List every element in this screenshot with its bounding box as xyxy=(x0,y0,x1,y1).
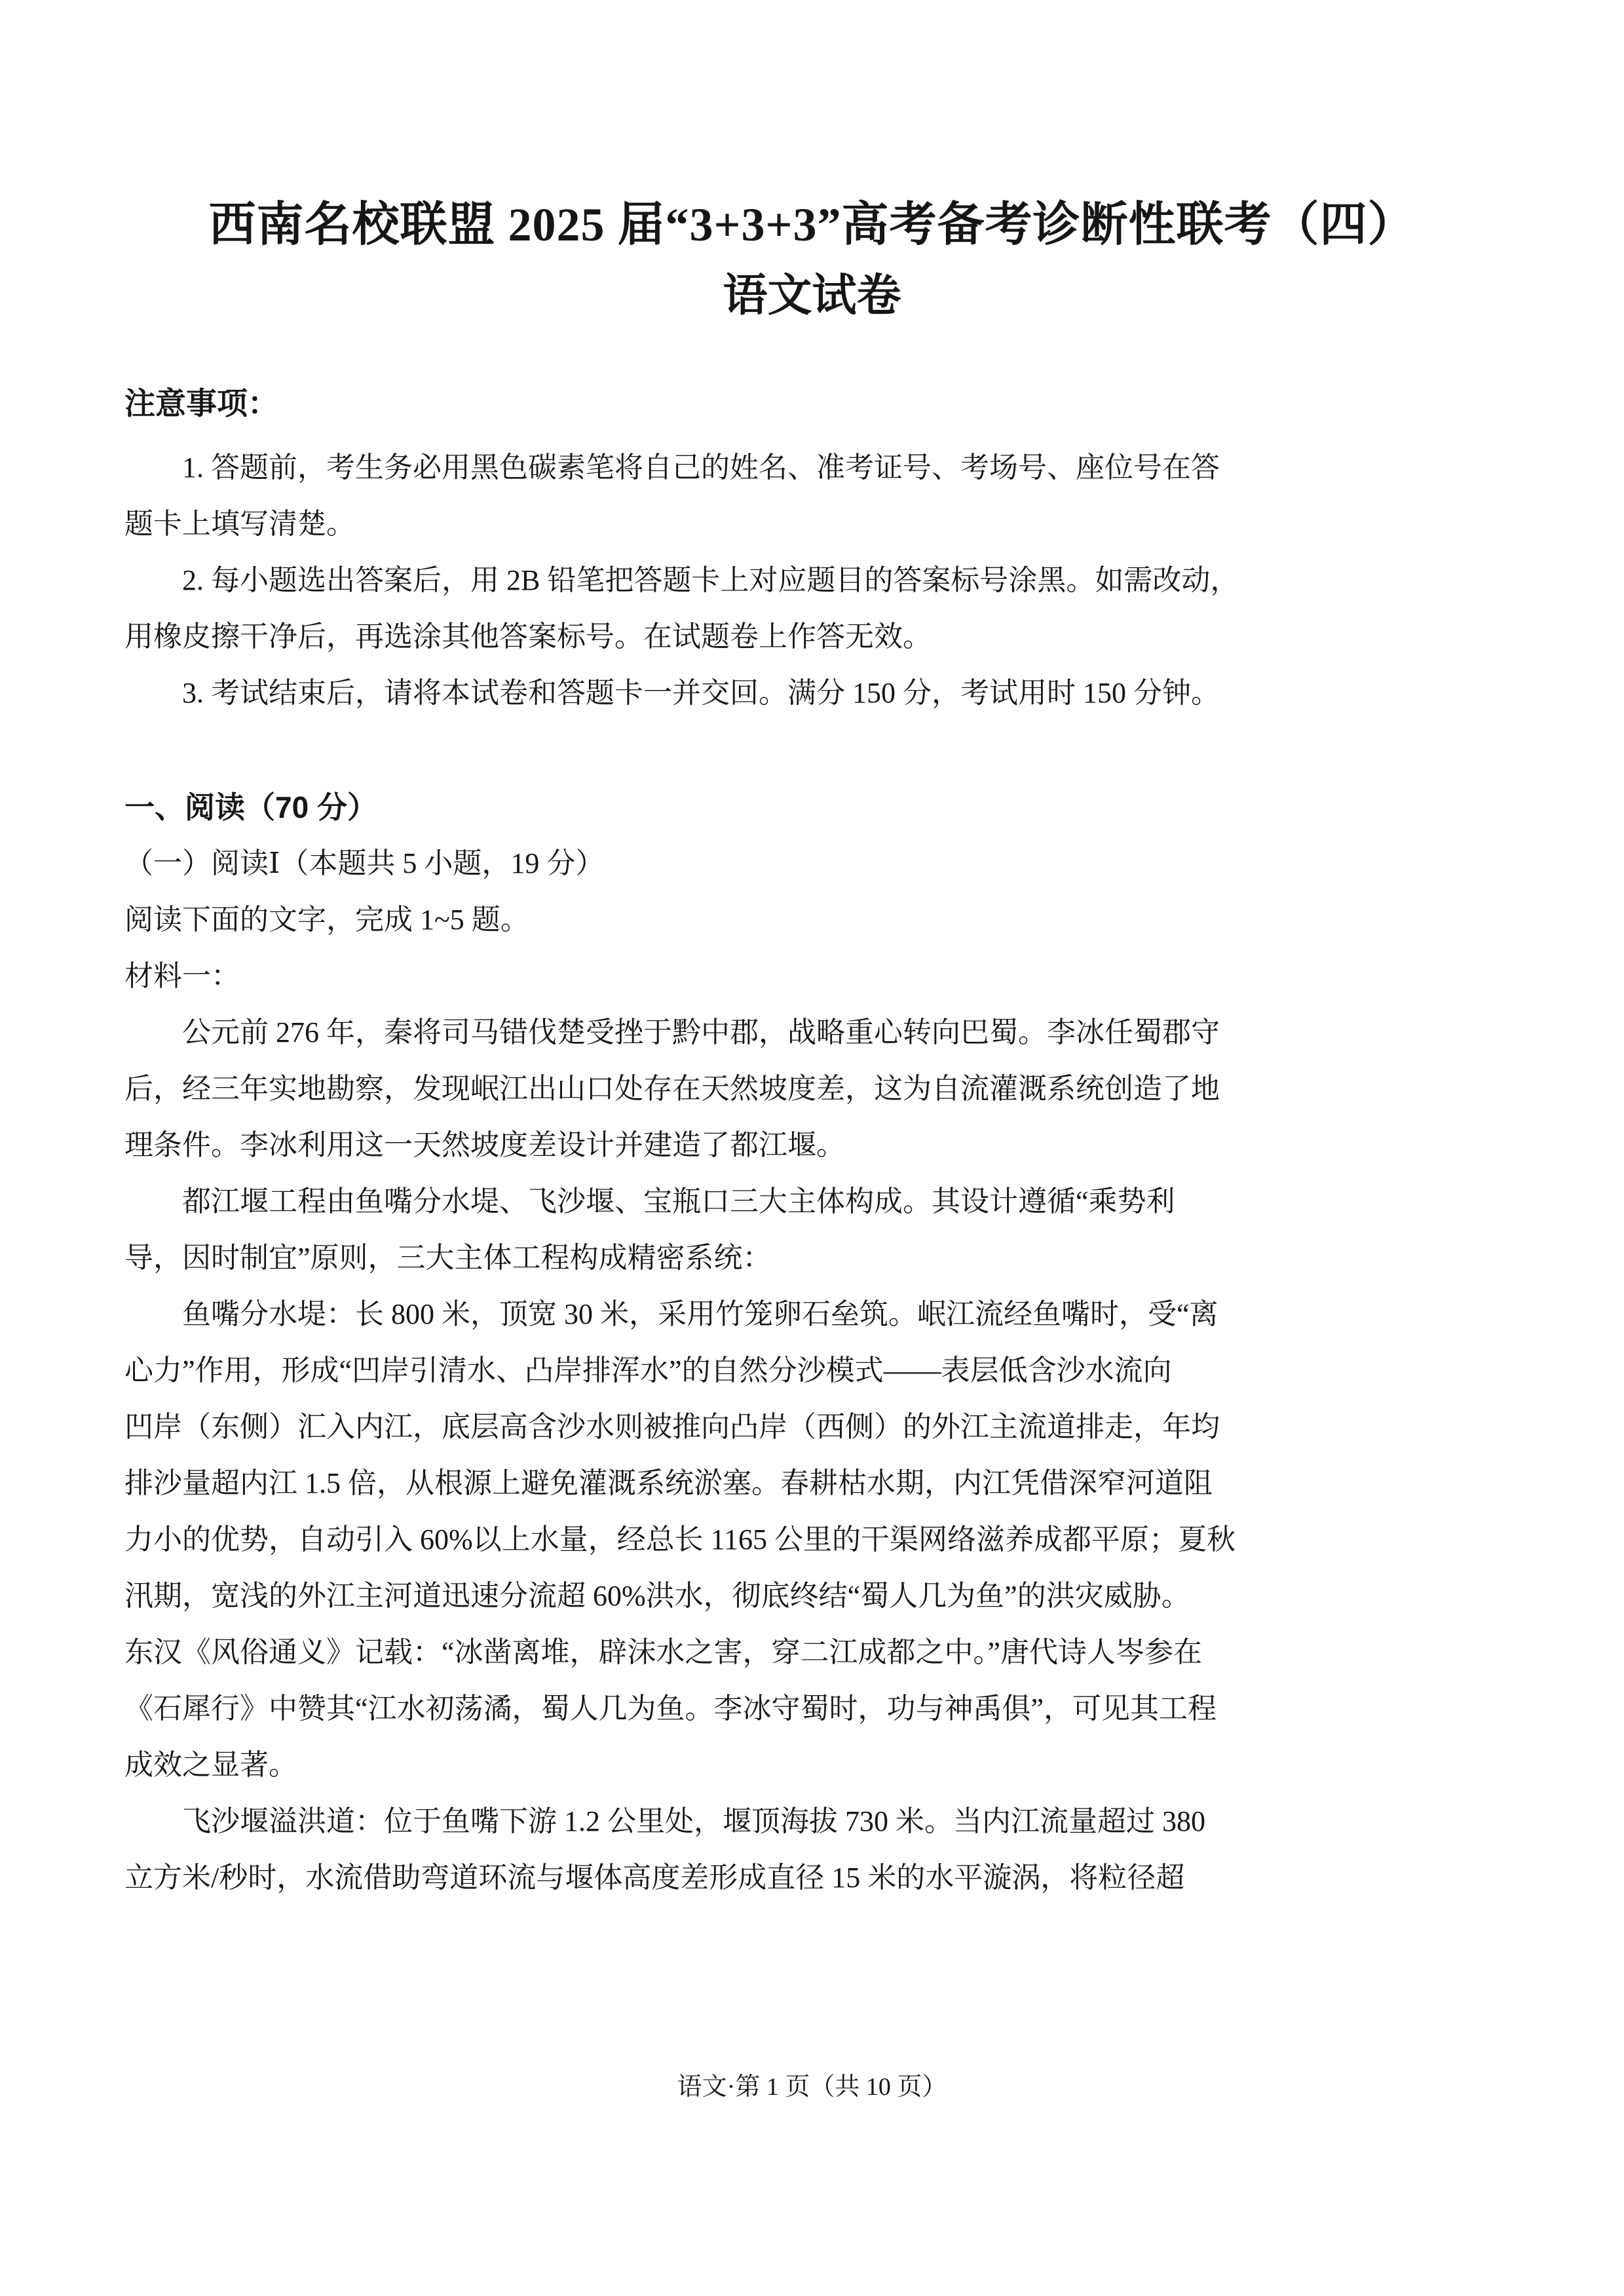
section-heading: 一、阅读（70 分） xyxy=(124,790,377,824)
paragraph-line: 东汉《风俗通义》记载：“冰凿离堆，辟沫水之害，穿二江成都之中。”唐代诗人岑参在 xyxy=(124,1636,1203,1668)
paragraph-line: 都江堰工程由鱼嘴分水堤、飞沙堰、宝瓶口三大主体构成。其设计遵循“乘势利 xyxy=(182,1185,1175,1217)
exam-title: 西南名校联盟 2025 届“3+3+3”高考备考诊断性联考（四） xyxy=(208,199,1416,251)
part-heading: （一）阅读Ⅰ（本题共 5 小题，19 分） xyxy=(124,847,605,879)
notice-line: 3. 考试结束后，请将本试卷和答题卡一并交回。满分 150 分，考试用时 150 分钟。 xyxy=(182,676,1220,709)
notice-line: 题卡上填写清楚。 xyxy=(124,507,355,540)
material-paragraph xyxy=(124,1793,1500,1906)
material-label: 材料一： xyxy=(124,959,240,992)
paragraph-line: 后，经三年实地勘察，发现岷江出山口处存在天然坡度差，这为自流灌溉系统创造了地 xyxy=(124,1072,1220,1105)
page-footer: 语文·第 1 页（共 10 页） xyxy=(677,2073,947,2101)
paragraph-line: 飞沙堰溢洪道：位于鱼嘴下游 1.2 公里处，堰顶海拔 730 米。当内江流量超过 380 xyxy=(182,1805,1205,1837)
reading-instruction: 阅读下面的文字，完成 1~5 题。 xyxy=(124,903,529,936)
paragraph-line: 鱼嘴分水堤：长 800 米，顶宽 30 米，采用竹笼卵石垒筑。岷江流经鱼嘴时，受“离 xyxy=(182,1297,1218,1330)
notice-item xyxy=(124,552,1500,665)
material-paragraph xyxy=(124,1004,1500,1174)
material-paragraph xyxy=(124,1174,1500,1286)
paragraph-line: 心力”作用，形成“凹岸引清水、凸岸排浑水”的自然分沙模式——表层低含沙水流向 xyxy=(124,1354,1172,1387)
notice-heading: 注意事项： xyxy=(124,385,278,421)
paragraph-line: 成效之显著。 xyxy=(124,1748,297,1781)
paragraph-line: 立方米/秒时，水流借助弯道环流与堰体高度差形成直径 15 米的水平漩涡，将粒径超 xyxy=(124,1861,1185,1894)
paragraph-line: 力小的优势，自动引入 60%以上水量，经总长 1165 公里的干渠网络滋养成都平原；夏秋 xyxy=(124,1523,1236,1556)
material-paragraph xyxy=(124,1286,1500,1793)
paragraph-line: 凹岸（东侧）汇入内江，底层高含沙水则被推向凸岸（西侧）的外江主流道排走，年均 xyxy=(124,1410,1220,1443)
paragraph-line: 理条件。李冰利用这一天然坡度差设计并建造了都江堰。 xyxy=(124,1128,845,1161)
notice-line: 1. 答题前，考生务必用黑色碳素笔将自己的姓名、准考证号、考场号、座位号在答 xyxy=(182,451,1220,484)
paragraph-line: 汛期，宽浅的外江主河道迅速分流超 60%洪水，彻底终结“蜀人几为鱼”的洪灾威胁。 xyxy=(124,1579,1190,1612)
exam-subtitle: 语文试卷 xyxy=(723,271,901,321)
notice-item xyxy=(124,440,1500,552)
paragraph-line: 公元前 276 年，秦将司马错伐楚受挫于黔中郡，战略重心转向巴蜀。李冰任蜀郡守 xyxy=(182,1016,1220,1048)
notice-section xyxy=(124,382,1500,721)
notice-item xyxy=(124,665,1500,721)
paragraph-line: 《石犀行》中赞其“江水初荡潏，蜀人几为鱼。李冰守蜀时，功与神禹俱”，可见其工程 xyxy=(124,1692,1217,1725)
notice-line: 用橡皮擦干净后，再选涂其他答案标号。在试题卷上作答无效。 xyxy=(124,620,932,653)
paragraph-line: 排沙量超内江 1.5 倍，从根源上避免灌溉系统淤塞。春耕枯水期，内江凭借深窄河道阻 xyxy=(124,1466,1213,1499)
reading-section xyxy=(124,779,1500,1906)
notice-line: 2. 每小题选出答案后，用 2B 铅笔把答题卡上对应题目的答案标号涂黑。如需改动， xyxy=(182,564,1239,596)
paragraph-line: 导，因时制宜”原则，三大主体工程构成精密系统： xyxy=(124,1241,772,1274)
